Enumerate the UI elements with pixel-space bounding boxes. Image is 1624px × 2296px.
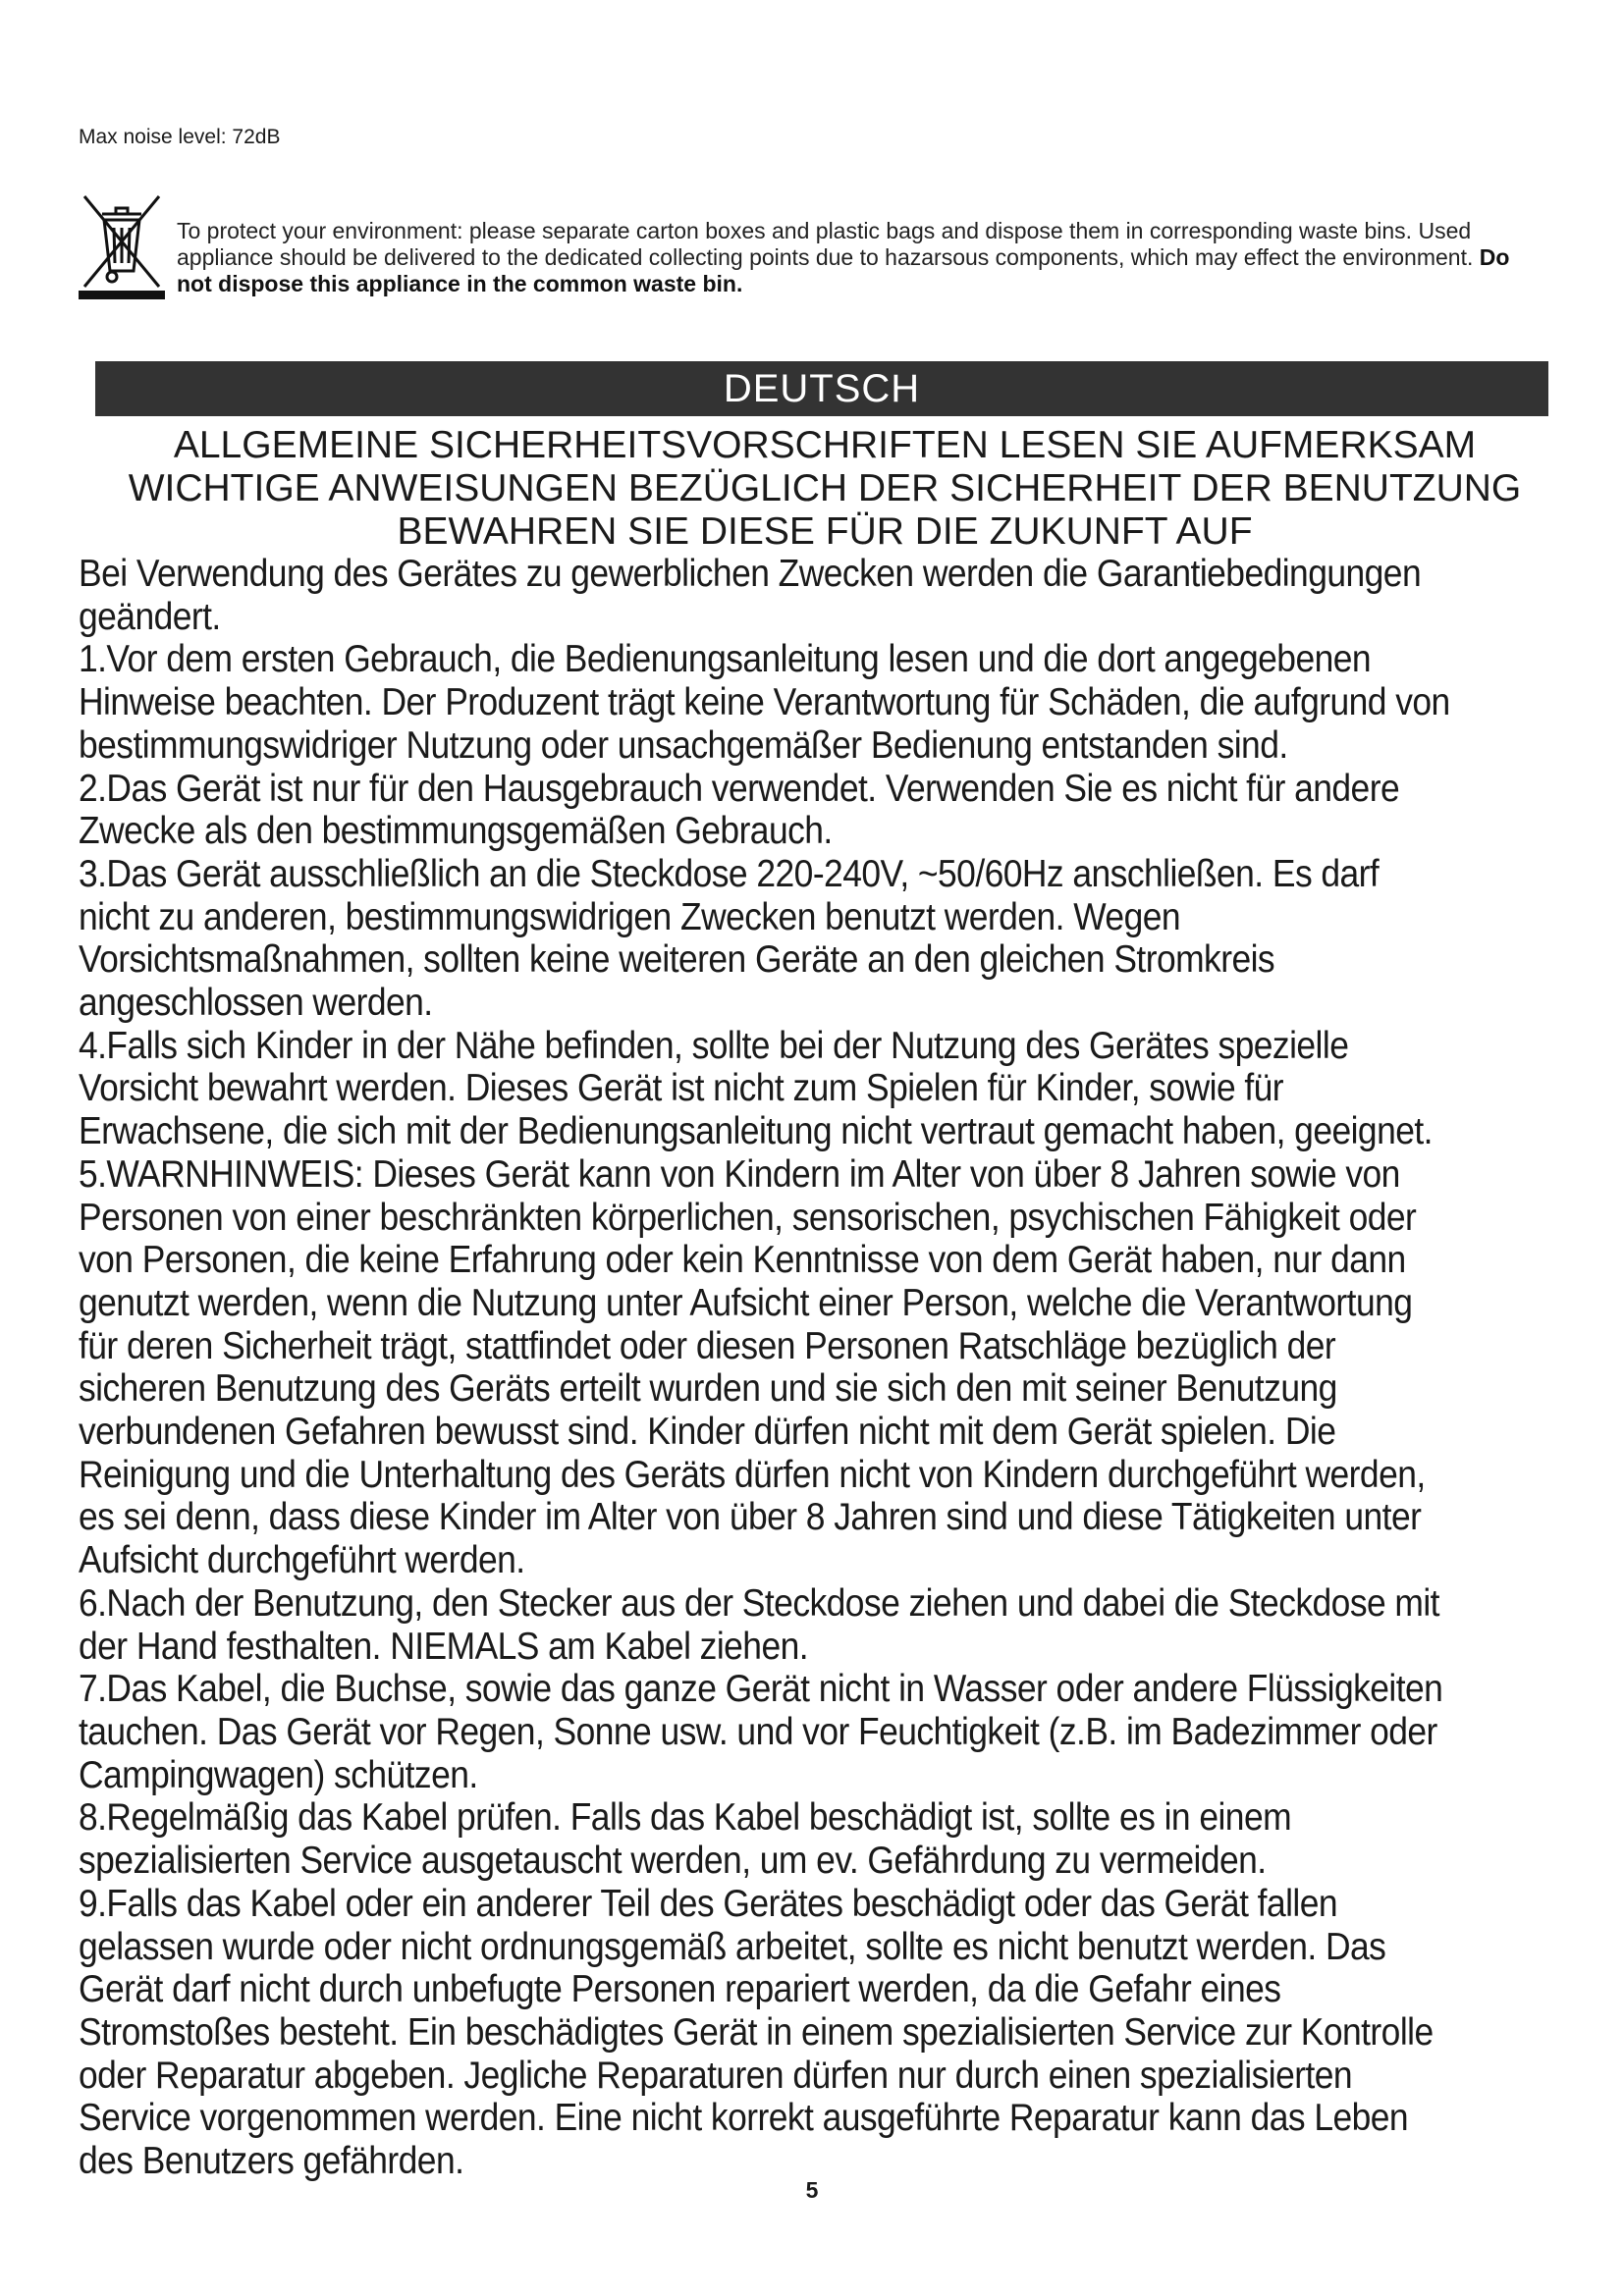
paragraph-3: 3.Das Gerät ausschließlich an die Steckdose 220-240V, ~50/60Hz anschließen. Es darf nicht zu anderen, bestimmungswidrigen Zwecken benutzt werden. Wegen Vorsichtsmaßnahmen, sollten keine weiteren Geräte an den gleichen Stromkreis angeschlossen werden. (79, 852, 1380, 1025)
safety-instructions (79, 553, 1451, 2183)
paragraph-4: 4.Falls sich Kinder in der Nähe befinden, sollte bei der Nutzung des Gerätes spezielle Vorsicht bewahrt werden. Dieses Gerät ist nicht zum Spielen für Kinder, sowie für Erwachsene, die sich mit der Bedienungsanleitung nicht vertraut gemacht haben, geeignet. (79, 1024, 1433, 1153)
language-section-bar: DEUTSCH (95, 361, 1548, 416)
noise-level-text: Max noise level: 72dB (79, 126, 281, 148)
paragraph-1: 1.Vor dem ersten Gebrauch, die Bedienungsanleitung lesen und die dort angegebenen Hinweise beachten. Der Produzent trägt keine Verantwortung für Schäden, die aufgrund von bestimmungswidriger Nutzung oder unsachgemäßer Bedienung entstanden sind. (79, 638, 1450, 767)
environment-notice-text: To protect your environment: please separate carton boxes and plastic bags and dispose them in corresponding waste bins. Used appliance should be delivered to the dedicated collecting points due to hazarsous components, which may effect the environment. (177, 218, 1480, 270)
environment-notice-bold: Do not dispose this appliance in the common waste bin. (177, 244, 1510, 296)
environment-notice (177, 218, 1532, 297)
paragraph-intro: Bei Verwendung des Gerätes zu gewerblichen Zwecken werden die Garantiebedingungen geändert. (79, 553, 1422, 638)
paragraph-7: 7.Das Kabel, die Buchse, sowie das ganze Gerät nicht in Wasser oder andere Flüssigkeiten tauchen. Das Gerät vor Regen, Sonne usw. und vor Feuchtigkeit (z.B. im Badezimmer oder Campingwagen) schützen. (79, 1668, 1443, 1796)
page-number: 5 (805, 2177, 819, 2203)
crossed-out-wheelie-bin-icon (77, 192, 167, 300)
safety-heading: ALLGEMEINE SICHERHEITSVORSCHRIFTEN LESEN SIE AUFMERKSAM WICHTIGE ANWEISUNGEN BEZÜGLICH DER SICHERHEIT DER BENUTZUNG BEWAHREN SIE DIESE FÜR DIE ZUKUNFT AUF (128, 424, 1522, 553)
paragraph-2: 2.Das Gerät ist nur für den Hausgebrauch verwendet. Verwenden Sie es nicht für andere Zwecke als den bestimmungsgemäßen Gebrauch. (79, 767, 1400, 853)
paragraph-9: 9.Falls das Kabel oder ein anderer Teil des Gerätes beschädigt oder das Gerät fallen gelassen wurde oder nicht ordnungsgemäß arbeitet, sollte es nicht benutzt werden. Das Gerät darf nicht durch unbefugte Personen repariert werden, da die Gefahr eines Stromstoßes besteht. Ein beschädigtes Gerät in einem spezialisierten Service zur Kontrolle oder Reparatur abgeben. Jegliche Reparaturen dürfen nur durch einen spezialisierten Service vorgenommen werden. Eine nicht korrekt ausgeführte Reparatur kann das Leben des Benutzers gefährden. (79, 1882, 1434, 2183)
paragraph-5: 5.WARNHINWEIS: Dieses Gerät kann von Kindern im Alter von über 8 Jahren sowie von Personen von einer beschränkten körperlichen, sensorischen, psychischen Fähigkeit oder von Personen, die keine Erfahrung oder kein Kenntnisse von dem Gerät haben, nur dann genutzt werden, wenn die Nutzung unter Aufsicht einer Person, welche die Verantwortung für deren Sicherheit trägt, stattfindet oder diesen Personen Ratschläge bezüglich der sicheren Benutzung des Geräts erteilt wurden und sie sich den mit seiner Benutzung verbundenen Gefahren bewusst sind. Kinder dürfen nicht mit dem Gerät spielen. Die Reinigung und die Unterhaltung des Geräts dürfen nicht von Kindern durchgeführt werden, es sei denn, dass diese Kinder im Alter von über 8 Jahren sind und diese Tätigkeiten unter Aufsicht durchgeführt werden. (79, 1152, 1426, 1582)
paragraph-6: 6.Nach der Benutzung, den Stecker aus der Steckdose ziehen und dabei die Steckdose mit der Hand festhalten. NIEMALS am Kabel ziehen. (79, 1581, 1439, 1668)
paragraph-8: 8.Regelmäßig das Kabel prüfen. Falls das Kabel beschädigt ist, sollte es in einem spezialisierten Service ausgetauscht werden, um ev. Gefährdung zu vermeiden. (79, 1796, 1292, 1883)
